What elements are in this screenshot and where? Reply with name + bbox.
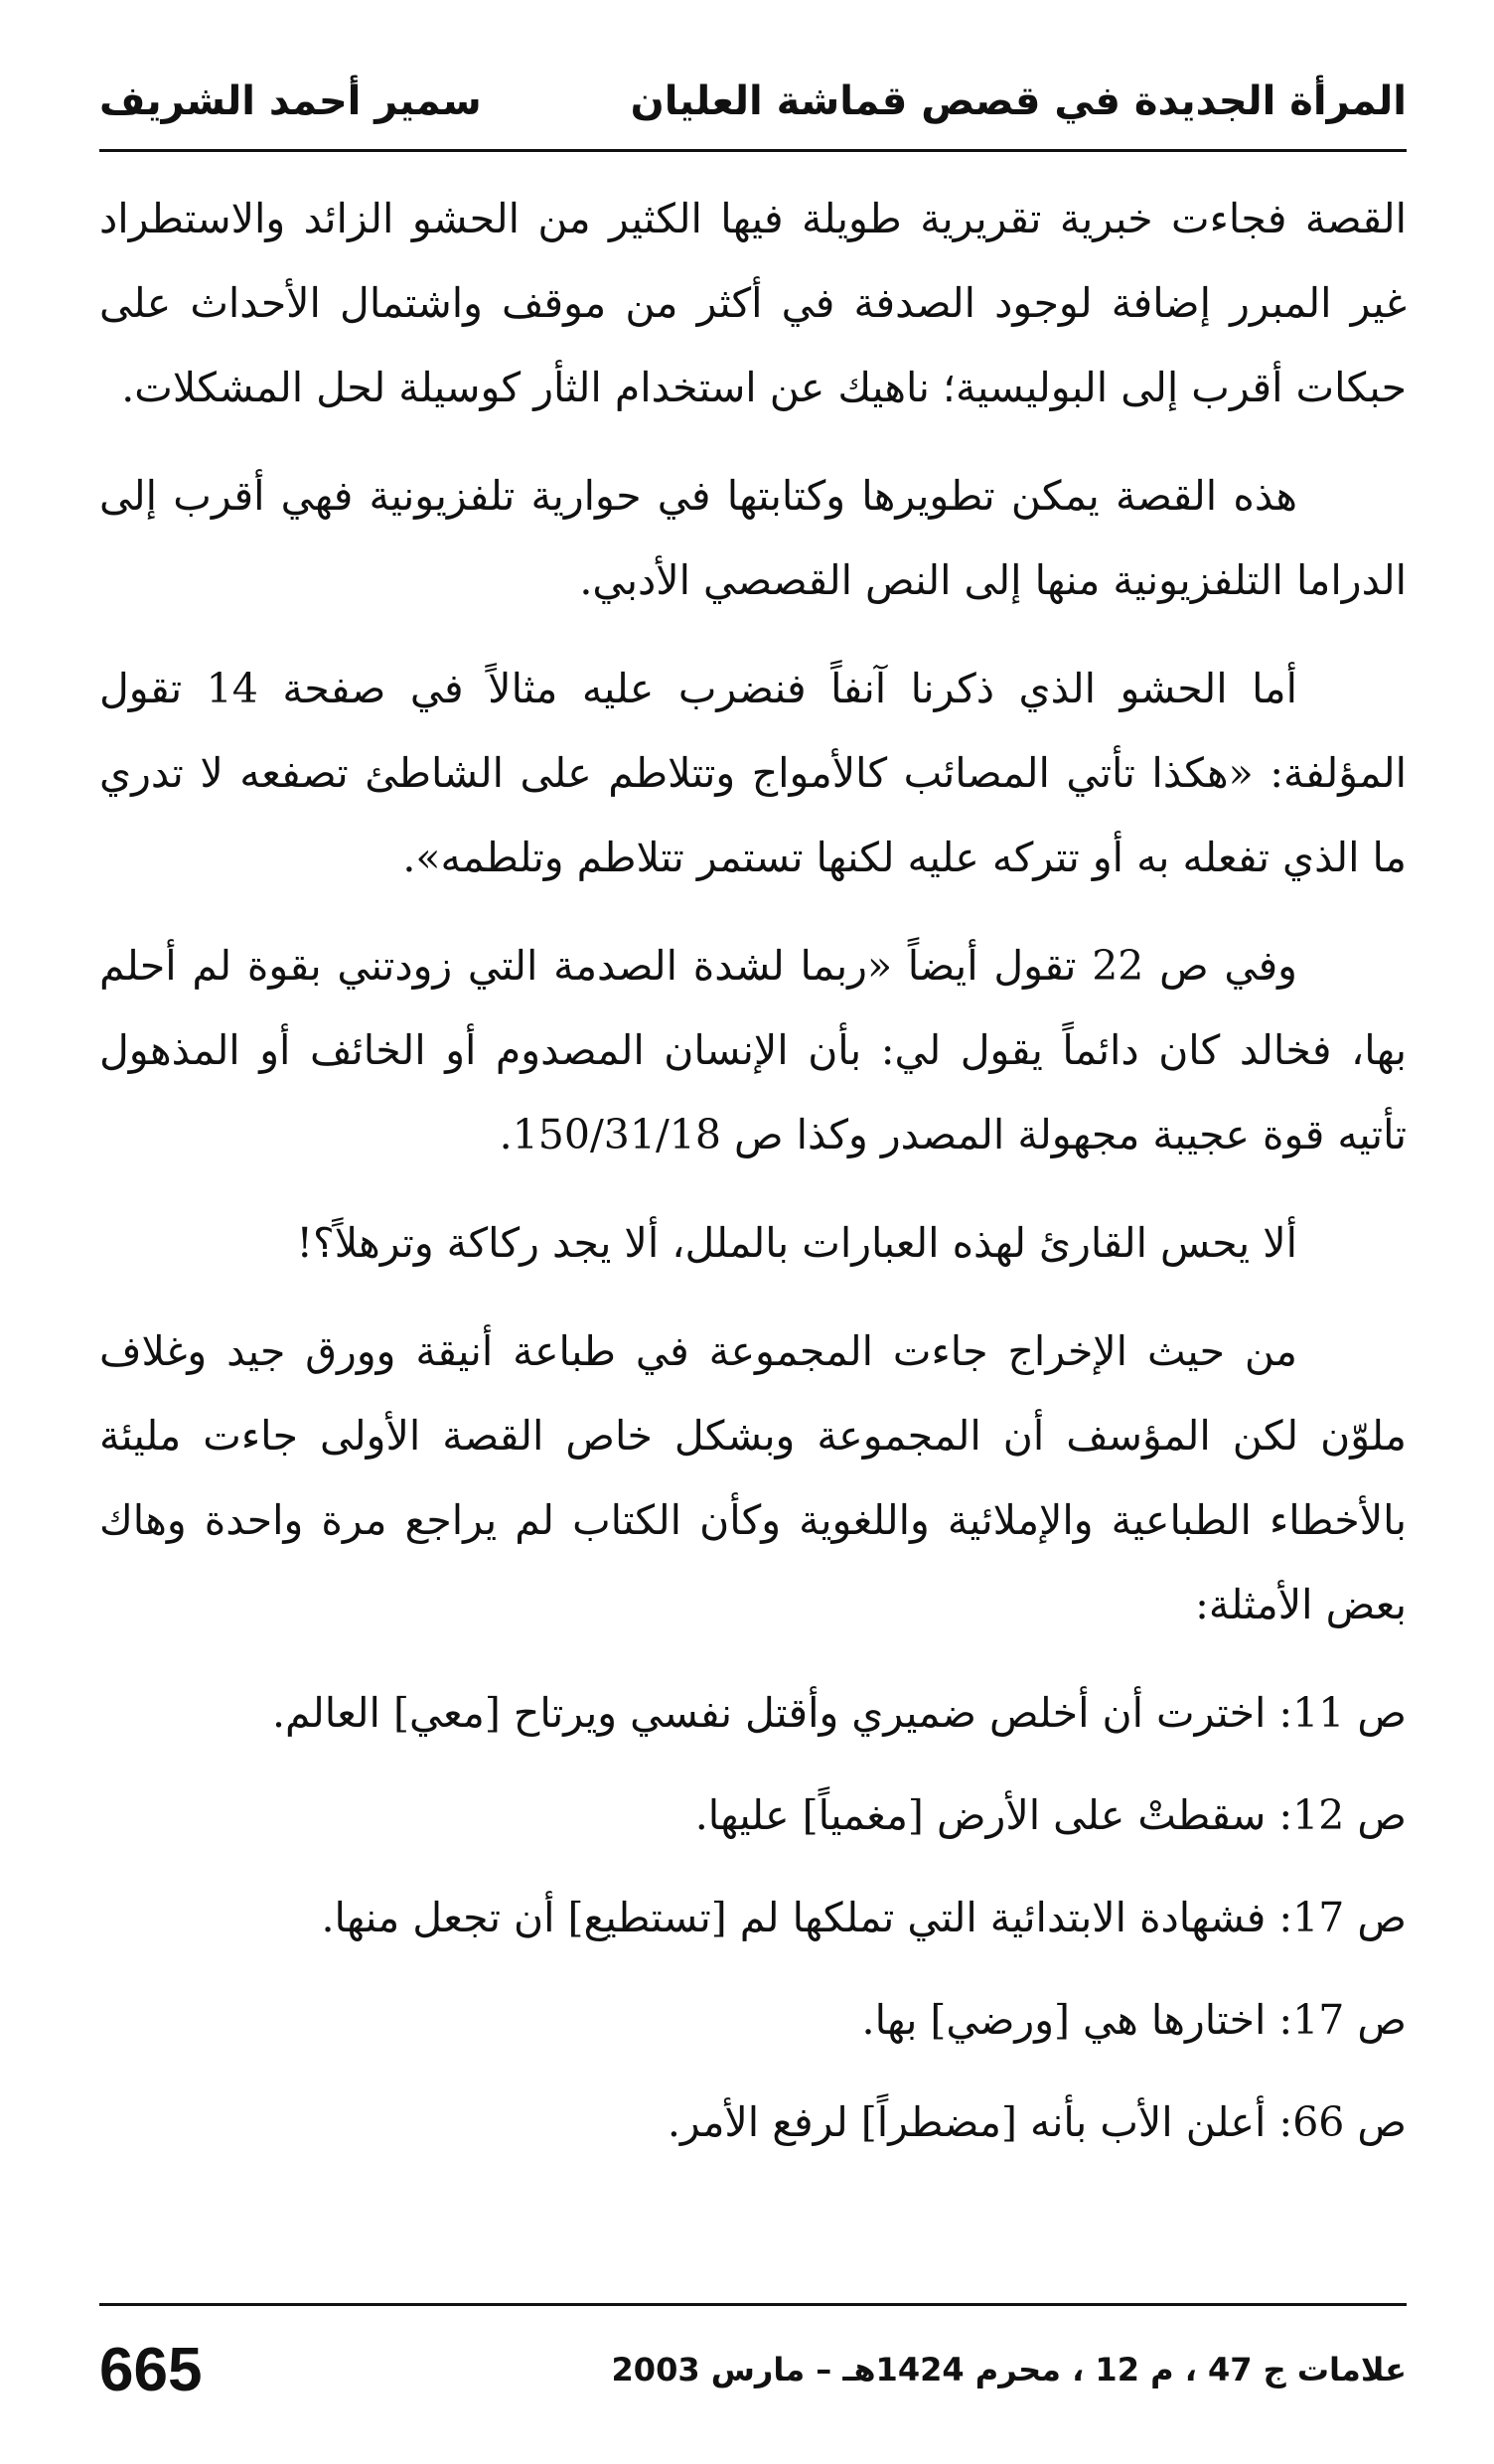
example-line: ص 17: فشهادة الابتدائية التي تملكها لم [تستطيع] أن تجعل منها. [321,1894,1407,1941]
running-title: المرأة الجديدة في قصص قماشة العليان [630,78,1407,124]
footer-rule [99,2303,1407,2306]
running-header [99,62,1407,141]
example-line: ص 17: اختارها هي [ورضي] بها. [861,1996,1407,2044]
paragraph: القصة فجاءت خبرية تقريرية طويلة فيها الكثير من الحشو الزائد والاستطراد غير المبرر إضافة لوجود الصدفة في أكثر من موقف واشتمال الأحداث على حبكات أقرب إلى البوليسية؛ ناهيك عن استخدام الثأر كوسيلة لحل المشكلات. [99,195,1408,411]
example-line: ص 12: سقطتْ على الأرض [مغمياً] عليها. [694,1791,1407,1839]
document-page [99,0,1407,2464]
paragraph: ألا يحس القارئ لهذه العبارات بالملل، ألا يجد ركاكة وترهلاً؟! [296,1219,1297,1267]
paragraph: هذه القصة يمكن تطويرها وكتابتها في حوارية تلفزيونية فهي أقرب إلى الدراما التلفزيونية منها إلى النص القصصي الأدبي. [99,472,1407,604]
issue-info: علامات ج 47 ، م 12 ، محرم 1424هـ – مارس 2003 [611,2351,1407,2388]
paragraph: وفي ص 22 تقول أيضاً «ربما لشدة الصدمة التي زودتني بقوة لم أحلم بها، فخالد كان دائماً يقول لي: بأن الإنسان المصدوم أو الخائف أو المذهول تأتيه قوة عجيبة مجهولة المصدر وكذا ص 150/31/18. [99,942,1407,1158]
example-line: ص 11: اخترت أن أخلص ضميري وأقتل نفسي ويرتاح [معي] العالم. [271,1689,1407,1737]
paragraph: أما الحشو الذي ذكرنا آنفاً فنضرب عليه مثالاً في صفحة 14 تقول المؤلفة: «هكذا تأتي المصائب كالأمواج وتتلاطم على الشاطئ تصفعه لا تدري ما الذي تفعله به أو تتركه عليه لكنها تستمر تتلاطم وتلطمه». [99,665,1407,881]
page-number: 665 [99,2335,203,2404]
header-rule [99,149,1407,152]
page-footer [99,2325,1407,2414]
body-text [99,177,1407,2183]
example-line: ص 66: أعلن الأب بأنه [مضطراً] لرفع الأمر. [667,2098,1407,2146]
running-author: سمير أحمد الشريف [99,78,482,124]
paragraph: من حيث الإخراج جاءت المجموعة في طباعة أنيقة وورق جيد وغلاف ملوّن لكن المؤسف أن المجموعة وبشكل خاص القصة الأولى جاءت مليئة بالأخطاء الطباعية والإملائية واللغوية وكأن الكتاب لم يراجع مرة واحدة وهاك بعض الأمثلة: [99,1327,1407,1628]
